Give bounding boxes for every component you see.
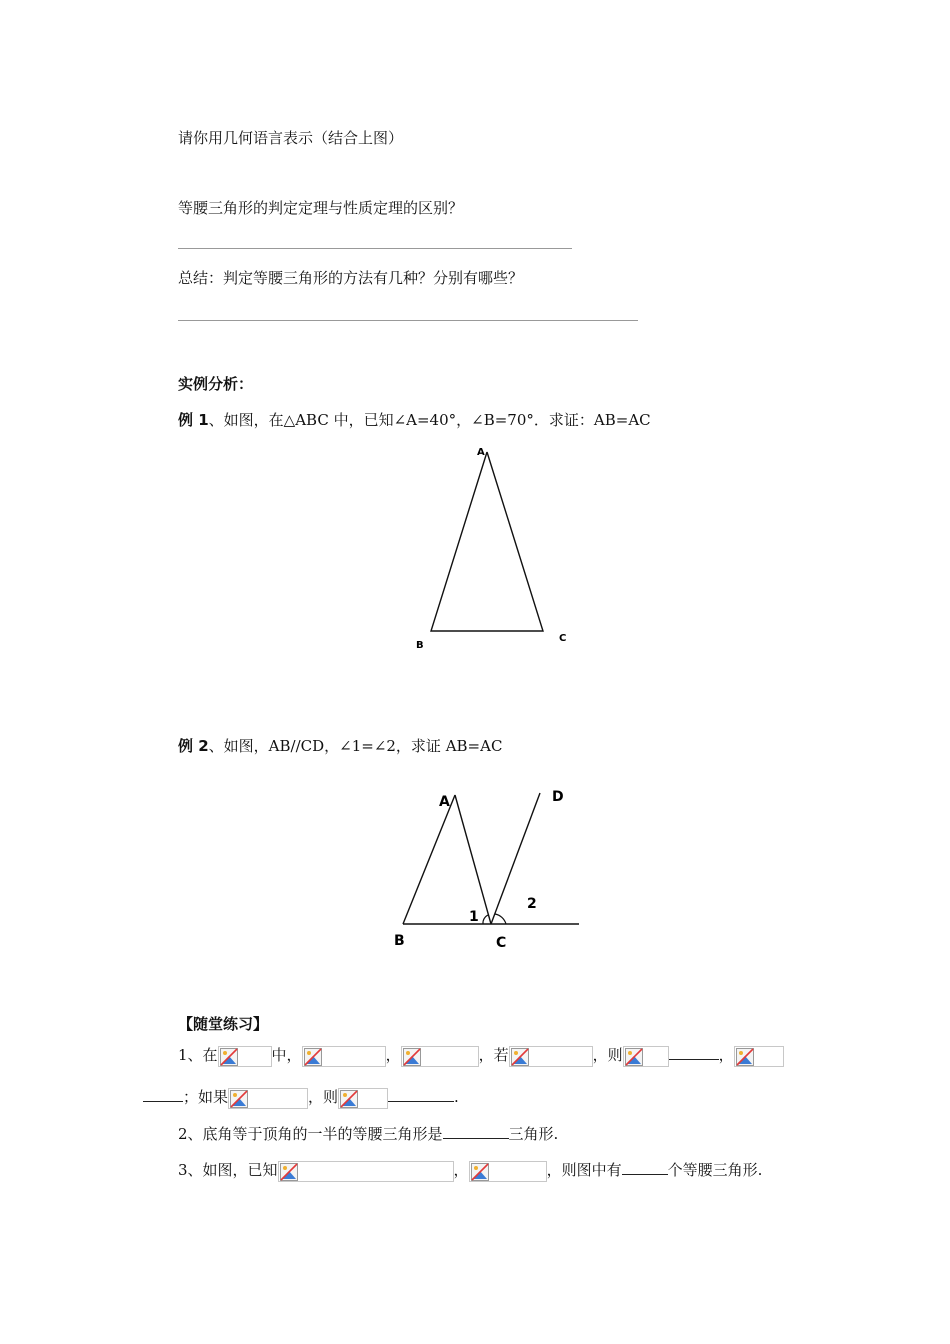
- q1-part-3: ，: [385, 1046, 401, 1064]
- broken-image-icon: [403, 1048, 421, 1066]
- q2-part-1: 2、底角等于顶角的一半的等腰三角形是: [178, 1125, 443, 1143]
- answer-blank-5[interactable]: [622, 1160, 668, 1175]
- answer-blank-2[interactable]: [143, 1087, 183, 1102]
- q1-part-8: ，则: [308, 1088, 339, 1106]
- point-b-label: B: [394, 933, 405, 949]
- broken-image-icon: [736, 1048, 754, 1066]
- q1-part-7: ；如果: [183, 1088, 229, 1106]
- formula-image-8: [338, 1088, 388, 1109]
- point-a-label: A: [439, 794, 450, 810]
- segment-ac: [455, 795, 491, 924]
- q3-part-4: 个等腰三角形.: [667, 1161, 763, 1179]
- formula-image-9: [278, 1161, 454, 1182]
- point-c-label: C: [496, 935, 507, 951]
- example2-statement: 、如图，AB//CD，∠1=∠2，求证 AB=AC: [208, 737, 503, 755]
- broken-image-icon: [471, 1163, 489, 1181]
- question-1-line-2: [143, 1087, 459, 1109]
- triangle-abc-figure: [400, 440, 590, 660]
- triangle-abc-outline: [431, 452, 543, 631]
- angle-2-arc: [495, 914, 506, 924]
- formula-image-5: [623, 1046, 669, 1067]
- question-2: [178, 1124, 558, 1144]
- difference-question: 等腰三角形的判定定理与性质定理的区别？: [178, 199, 464, 217]
- analysis-heading: 实例分析：: [178, 375, 254, 393]
- example1-text: [178, 410, 651, 430]
- angle-1-arc: [483, 915, 488, 924]
- segment-ab: [403, 795, 455, 924]
- broken-image-icon: [220, 1048, 238, 1066]
- formula-image-1: [218, 1046, 272, 1067]
- broken-image-icon: [340, 1090, 358, 1108]
- vertex-c-label: C: [559, 633, 567, 644]
- broken-image-icon: [304, 1048, 322, 1066]
- formula-image-4: [509, 1046, 593, 1067]
- q3-part-2: ，: [453, 1161, 469, 1179]
- q1-part-5: ，则: [592, 1046, 623, 1064]
- answer-blank-4[interactable]: [443, 1124, 509, 1139]
- formula-image-3: [401, 1046, 479, 1067]
- formula-image-6: [734, 1046, 784, 1067]
- q1-part-6: ，: [718, 1046, 734, 1064]
- broken-image-icon: [280, 1163, 298, 1181]
- summary-question: 总结：判定等腰三角形的方法有几种？分别有哪些？: [178, 269, 524, 287]
- vertex-b-label: B: [416, 640, 424, 651]
- broken-image-icon: [625, 1048, 643, 1066]
- vertex-a-label: A: [477, 447, 485, 458]
- angle-1-label: 1: [469, 909, 479, 925]
- q3-part-3: ，则图中有: [546, 1161, 622, 1179]
- question-3: [178, 1160, 762, 1182]
- q2-part-2: 三角形.: [508, 1125, 559, 1143]
- example1-label: 例 1: [178, 411, 209, 429]
- q1-part-9: .: [454, 1088, 459, 1106]
- answer-line-1: [178, 248, 572, 249]
- formula-image-7: [228, 1088, 308, 1109]
- q1-part-1: 1、在: [178, 1046, 218, 1064]
- practice-heading: 【随堂练习】: [178, 1015, 269, 1033]
- example2-text: [178, 736, 502, 756]
- express-prompt: 请你用几何语言表示（结合上图）: [178, 129, 404, 147]
- formula-image-10: [469, 1161, 547, 1182]
- example2-label: 例 2: [178, 737, 209, 755]
- answer-line-2: [178, 320, 638, 321]
- formula-image-2: [302, 1046, 386, 1067]
- q1-part-2: 中，: [271, 1046, 302, 1064]
- question-1-line-1: [178, 1045, 784, 1067]
- broken-image-icon: [230, 1090, 248, 1108]
- point-d-label: D: [552, 789, 564, 805]
- q3-part-1: 3、如图，已知: [178, 1161, 278, 1179]
- answer-blank-1[interactable]: [669, 1045, 719, 1060]
- q1-part-4: ，若: [478, 1046, 509, 1064]
- angle-2-label: 2: [527, 896, 537, 912]
- broken-image-icon: [511, 1048, 529, 1066]
- parallel-lines-figure: [385, 775, 595, 960]
- answer-blank-3[interactable]: [388, 1087, 454, 1102]
- example1-statement: 、如图，在△ABC 中，已知∠A=40°，∠B=70°．求证：AB=AC: [208, 411, 651, 429]
